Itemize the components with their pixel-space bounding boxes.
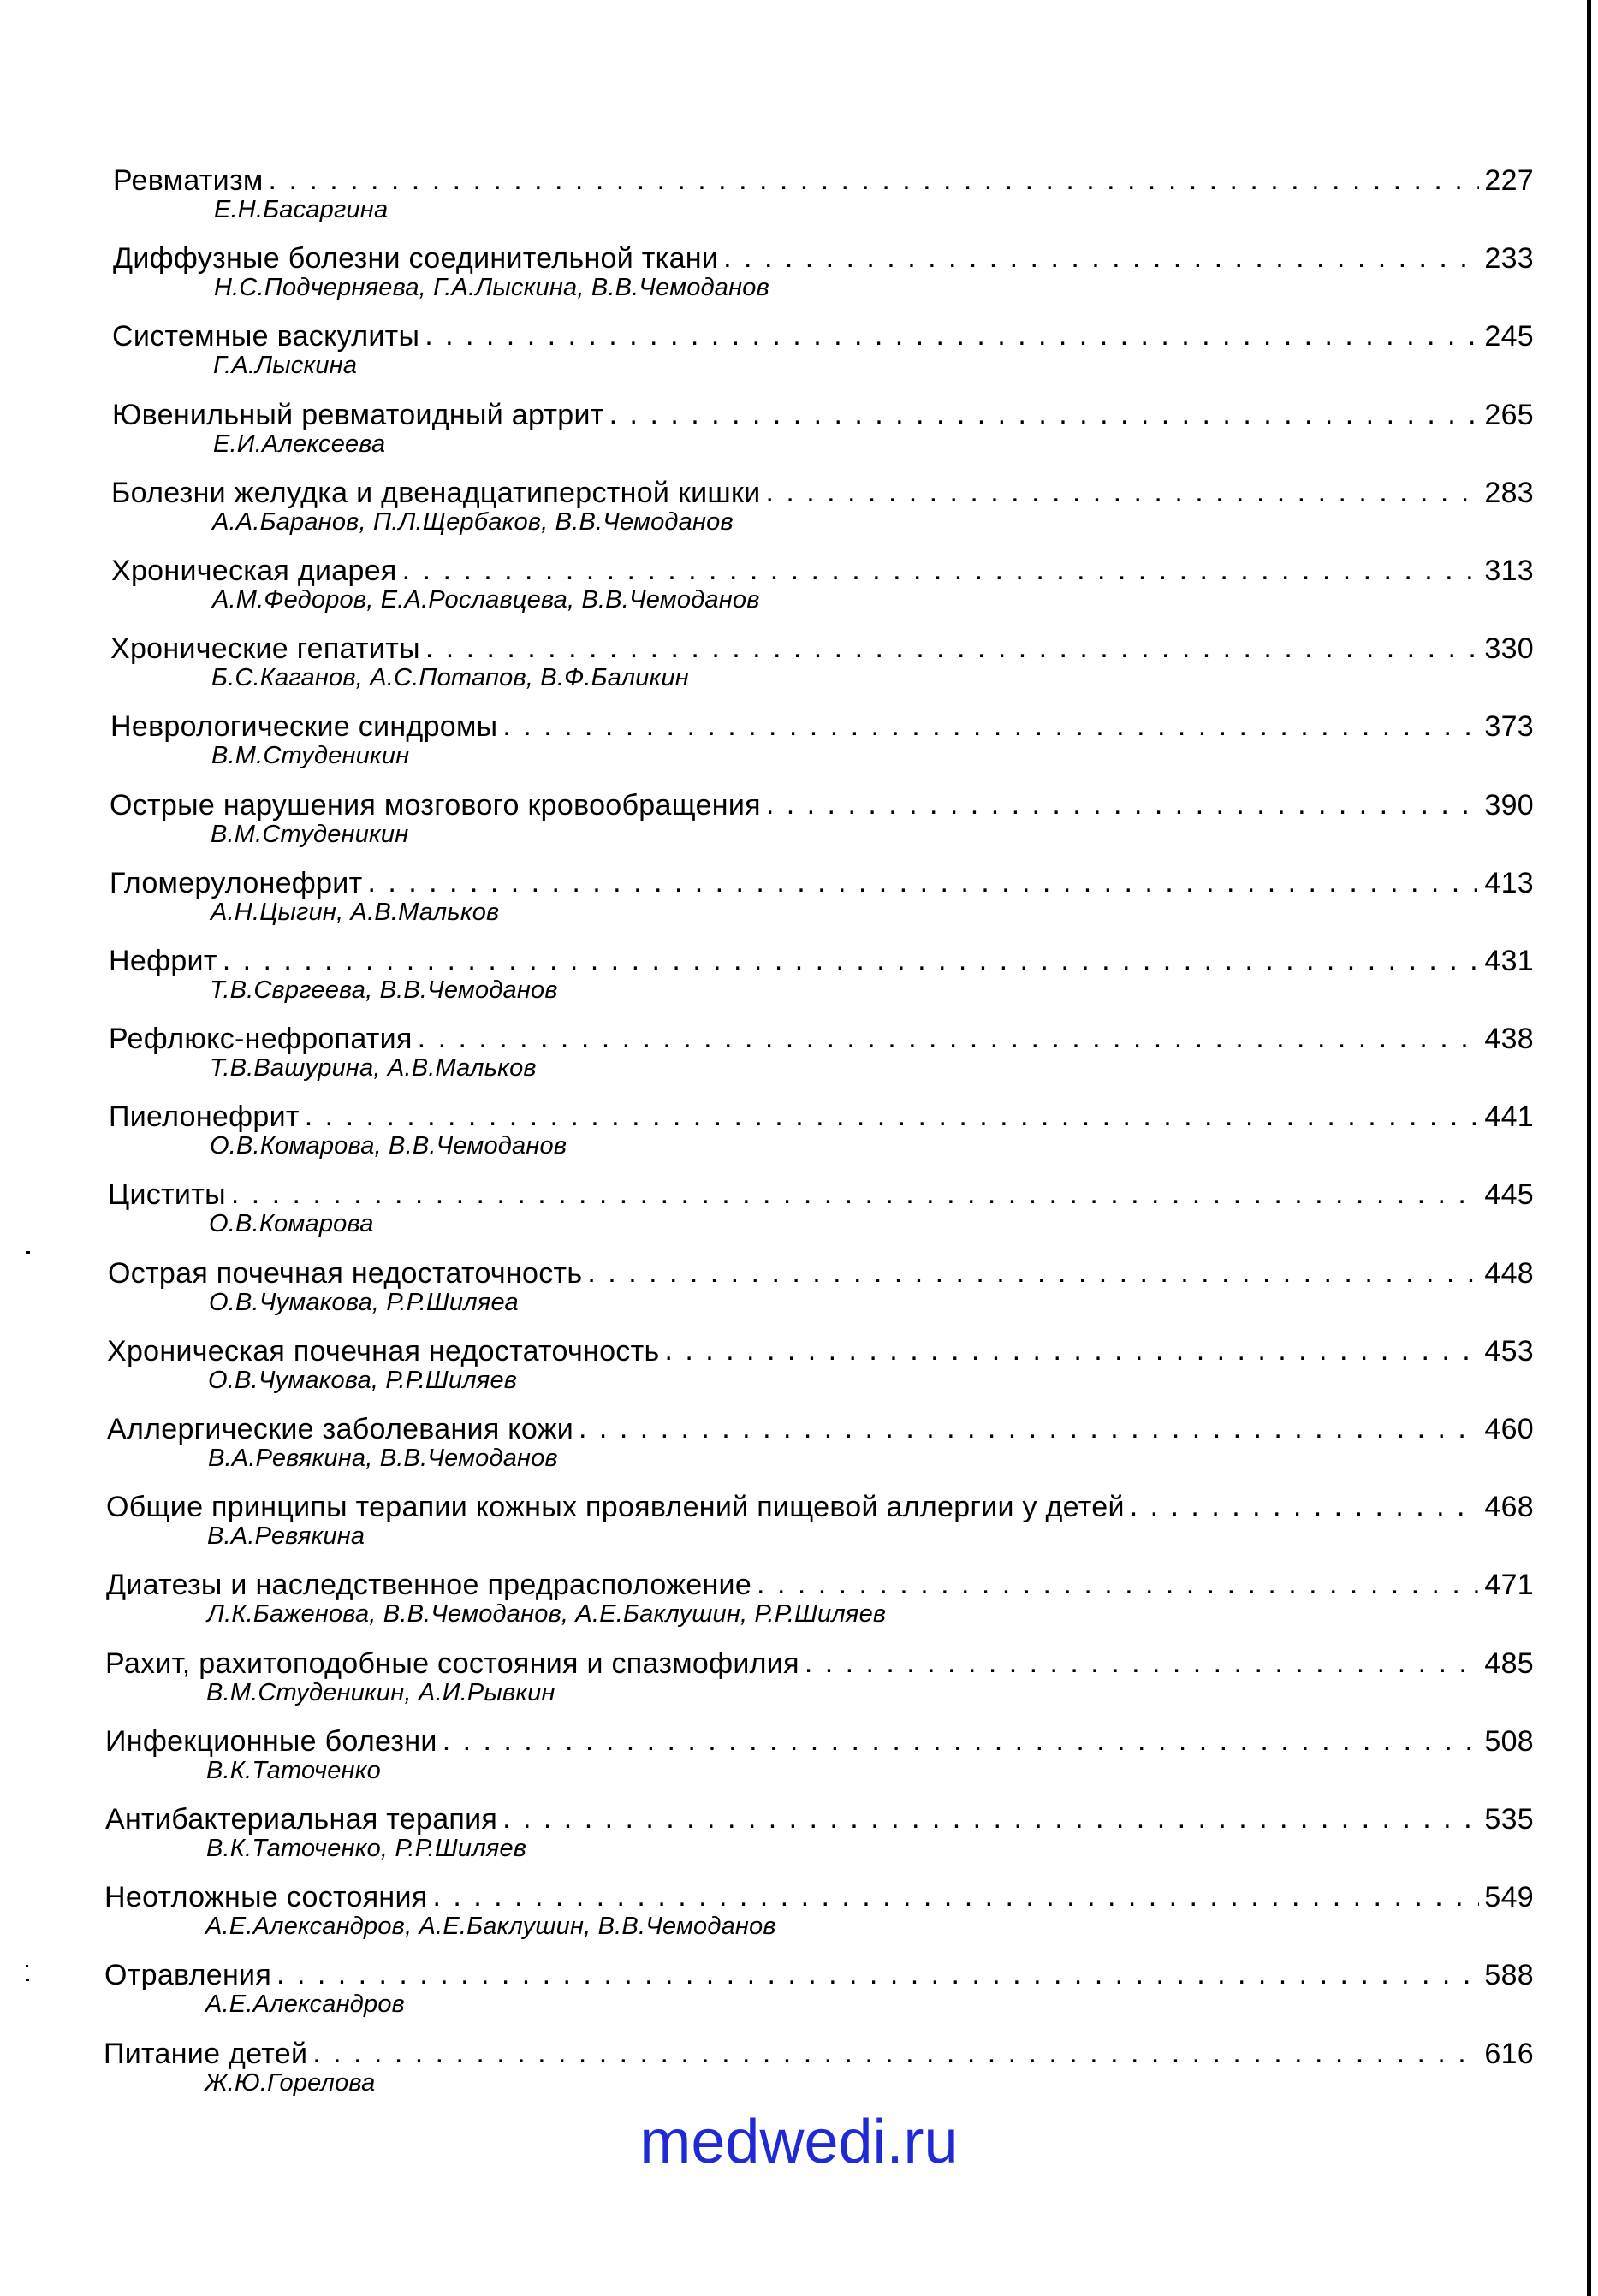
toc-entry (112, 318, 1534, 396)
toc-entry-title: Пиелонефрит (109, 1101, 300, 1134)
toc-dot-leader (579, 1410, 1479, 1446)
toc-dot-leader (425, 317, 1479, 353)
toc-page-number: 233 (1484, 242, 1534, 276)
toc-page-number: 330 (1484, 632, 1534, 666)
toc-entry-title: Антибактериальная терапия (105, 1802, 498, 1836)
toc-entry-authors: Т.В.Вашурина, А.В.Мальков (210, 1054, 537, 1083)
toc-dot-leader (502, 708, 1479, 744)
toc-page-number: 245 (1484, 320, 1534, 353)
toc-entry-authors: Е.И.Алексеева (213, 430, 386, 458)
toc-page-number: 453 (1484, 1334, 1534, 1368)
toc-entry (105, 1723, 1534, 1801)
toc-entry-authors: Г.А.Лыскина (213, 352, 358, 380)
toc-page-number: 485 (1484, 1646, 1534, 1680)
toc-entry (110, 631, 1534, 709)
toc-dot-leader (402, 552, 1480, 588)
toc-title-row (110, 631, 1534, 667)
toc-dot-leader (609, 396, 1480, 432)
toc-dot-leader (231, 1176, 1480, 1212)
toc-entry-title: Хроническая диарея (111, 554, 397, 587)
toc-dot-leader (502, 1801, 1479, 1836)
toc-entry-authors: Н.С.Подчерняева, Г.А.Лыскина, В.В.Чемоданов (214, 274, 769, 302)
toc-page-number: 390 (1484, 788, 1534, 822)
toc-title-row (104, 1957, 1534, 1993)
toc-title-row (109, 1099, 1534, 1135)
toc-title-row (104, 2036, 1534, 2072)
toc-dot-leader (664, 1332, 1479, 1368)
toc-entry-title: Отравления (104, 1959, 272, 1992)
toc-entry-title: Острая почечная недостаточность (108, 1256, 583, 1290)
toc-dot-leader (425, 630, 1480, 666)
toc-dot-leader (433, 1878, 1480, 1914)
page-edge-border (1587, 0, 1591, 2296)
toc-entry-title: Ювенильный ревматоидный артрит (112, 398, 604, 431)
toc-dot-leader (805, 1645, 1480, 1681)
toc-dot-leader (723, 240, 1479, 276)
toc-title-row (110, 865, 1534, 901)
toc-entry (112, 397, 1534, 475)
toc-entry-title: Диатезы и наследственное предрасположение (106, 1569, 752, 1602)
toc-entry-authors: Е.Н.Басаргина (214, 196, 389, 223)
toc-entry (107, 1333, 1534, 1411)
toc-entry-authors: О.В.Комарова (209, 1210, 374, 1238)
toc-entry-authors: О.В.Чумакова, Р.Р.Шиляеа (209, 1288, 519, 1316)
toc-entry-title: Нефрит (109, 944, 217, 977)
toc-entry (109, 1021, 1534, 1099)
toc-entry (108, 1255, 1534, 1333)
toc-title-row (109, 1021, 1534, 1057)
toc-entry-title: Системные васкулиты (112, 320, 420, 353)
toc-entry-authors: Л.К.Баженова, В.В.Чемоданов, А.Е.Баклушин, Р.Р.Шиляев (207, 1600, 887, 1629)
toc-entry (105, 1801, 1534, 1879)
toc-title-row (105, 1801, 1534, 1837)
toc-entry-authors: В.М.Студеникин, А.И.Рывкин (206, 1678, 555, 1706)
toc-entry-authors: О.В.Чумакова, Р.Р.Шиляев (208, 1366, 518, 1394)
toc-entry-authors: В.М.Студеникин (211, 742, 410, 770)
toc-entry (110, 865, 1534, 943)
toc-entry-title: Рахит, рахитоподобные состояния и спазмофилия (105, 1646, 799, 1680)
toc-page-number: 413 (1484, 866, 1534, 899)
toc-entry-authors: В.К.Таточенко, Р.Р.Шиляев (206, 1834, 527, 1862)
toc-entry-title: Аллергические заболевания кожи (107, 1413, 574, 1445)
toc-dot-leader (418, 1020, 1480, 1056)
toc-title-row (104, 1879, 1534, 1915)
toc-title-row (111, 475, 1534, 511)
toc-entry-title: Рефлюкс-нефропатия (109, 1023, 413, 1056)
table-of-contents (104, 163, 1534, 2114)
toc-dot-leader (305, 1098, 1480, 1134)
toc-dot-leader (587, 1255, 1479, 1290)
toc-entry (104, 1879, 1534, 1957)
toc-entry (111, 475, 1534, 553)
toc-dot-leader (276, 1956, 1479, 1992)
toc-page-number: 373 (1484, 710, 1534, 744)
toc-page-number: 616 (1484, 2037, 1534, 2070)
toc-entry-authors: А.Е.Александров (205, 1990, 406, 2019)
toc-entry (113, 163, 1534, 240)
toc-entry (108, 1177, 1534, 1255)
toc-title-row (110, 709, 1534, 745)
toc-page-number: 588 (1484, 1959, 1534, 1992)
toc-entry-title: Ревматизм (113, 164, 264, 197)
toc-entry-authors: Ж.Ю.Горелова (205, 2068, 376, 2097)
toc-entry-authors: В.М.Студеникин (211, 820, 409, 848)
toc-entry-title: Неотложные состояния (104, 1881, 428, 1914)
toc-title-row (112, 397, 1534, 433)
toc-page-number: 227 (1484, 164, 1534, 197)
toc-title-row (105, 1646, 1534, 1682)
toc-entry (105, 1646, 1534, 1723)
toc-page-number: 313 (1484, 554, 1534, 587)
toc-entry (109, 943, 1534, 1021)
toc-page-number: 438 (1484, 1023, 1534, 1056)
toc-entry (110, 709, 1534, 786)
toc-dot-leader (443, 1723, 1480, 1759)
toc-entry-authors: В.А.Ревякина (207, 1522, 365, 1551)
toc-entry-authors: О.В.Комарова, В.В.Чемоданов (210, 1132, 567, 1160)
toc-entry (104, 1957, 1534, 2035)
toc-entry-authors: А.Е.Александров, А.Е.Баклушин, В.В.Чемоданов (205, 1913, 776, 1941)
toc-page-number: 448 (1484, 1256, 1534, 1290)
toc-title-row (106, 1567, 1534, 1603)
toc-title-row (113, 163, 1534, 199)
toc-title-row (108, 1177, 1534, 1213)
toc-title-row (113, 240, 1534, 276)
toc-page-number: 431 (1484, 944, 1534, 977)
toc-title-row (111, 553, 1534, 589)
toc-entry (113, 240, 1534, 318)
toc-entry-authors: В.К.Таточенко (206, 1756, 381, 1784)
toc-dot-leader (312, 2035, 1479, 2071)
scan-speck (26, 1979, 29, 1981)
toc-entry-title: Общие принципы терапии кожных проявлений пищевой аллергии у детей (106, 1491, 1125, 1524)
scan-speck (26, 1251, 30, 1254)
toc-entry (106, 1489, 1534, 1567)
toc-page-number: 265 (1484, 398, 1534, 431)
toc-entry-title: Диффузные болезни соединительной ткани (113, 242, 719, 276)
toc-title-row (108, 1255, 1534, 1291)
toc-dot-leader (223, 942, 1480, 978)
toc-entry-title: Гломерулонефрит (110, 866, 363, 899)
toc-entry-authors: А.М.Федоров, Е.А.Рославцева, В.В.Чемоданов (212, 585, 760, 614)
toc-entry-authors: Т.В.Свргеева, В.В.Чемоданов (210, 976, 558, 1004)
scan-speck (26, 1965, 28, 1967)
toc-entry-title: Хронические гепатиты (110, 632, 420, 666)
toc-entry-title: Болезни желудка и двенадцатиперстной кишки (111, 476, 761, 509)
toc-title-row (110, 787, 1534, 823)
toc-dot-leader (269, 162, 1480, 198)
toc-entry (111, 553, 1534, 631)
toc-page-number: 508 (1484, 1724, 1534, 1758)
toc-page-number: 549 (1484, 1881, 1534, 1914)
toc-entry-authors: В.А.Ревякина, В.В.Чемоданов (208, 1445, 558, 1472)
toc-dot-leader (367, 864, 1479, 900)
toc-title-row (112, 318, 1534, 354)
toc-entry-title: Инфекционные болезни (105, 1724, 437, 1758)
toc-entry-title: Питание детей (104, 2037, 308, 2070)
toc-entry (107, 1411, 1534, 1489)
toc-entry-title: Неврологические синдромы (110, 710, 498, 744)
toc-entry-title: Хроническая почечная недостаточность (107, 1334, 660, 1368)
toc-entry-title: Циститы (108, 1178, 226, 1212)
toc-title-row (105, 1723, 1534, 1759)
toc-entry (109, 1099, 1534, 1177)
toc-page-number: 283 (1484, 476, 1534, 509)
toc-entry-authors: Б.С.Каганов, А.С.Потапов, В.Ф.Баликин (211, 664, 689, 692)
toc-dot-leader (1130, 1488, 1480, 1524)
toc-page-number: 441 (1484, 1101, 1534, 1134)
toc-entry-authors: А.А.Баранов, П.Л.Щербаков, В.В.Чемоданов (212, 507, 734, 536)
toc-entry-authors: А.Н.Цыгин, А.В.Мальков (211, 898, 500, 926)
watermark-link[interactable]: medwedi.ru (639, 2108, 959, 2176)
toc-title-row (107, 1411, 1534, 1447)
toc-dot-leader (765, 474, 1479, 510)
toc-page-number: 445 (1484, 1178, 1534, 1212)
toc-title-row (106, 1489, 1534, 1525)
toc-entry (106, 1567, 1534, 1645)
toc-entry (104, 2036, 1534, 2114)
toc-title-row (107, 1333, 1534, 1369)
toc-dot-leader (766, 786, 1479, 822)
toc-page-number: 471 (1484, 1569, 1534, 1602)
toc-title-row (109, 943, 1534, 979)
toc-page-number: 468 (1484, 1491, 1534, 1524)
toc-entry (110, 787, 1534, 865)
toc-page-number: 460 (1484, 1413, 1534, 1445)
toc-dot-leader (757, 1566, 1479, 1602)
toc-entry-title: Острые нарушения мозгового кровообращения (110, 788, 761, 822)
toc-page-number: 535 (1484, 1802, 1534, 1836)
